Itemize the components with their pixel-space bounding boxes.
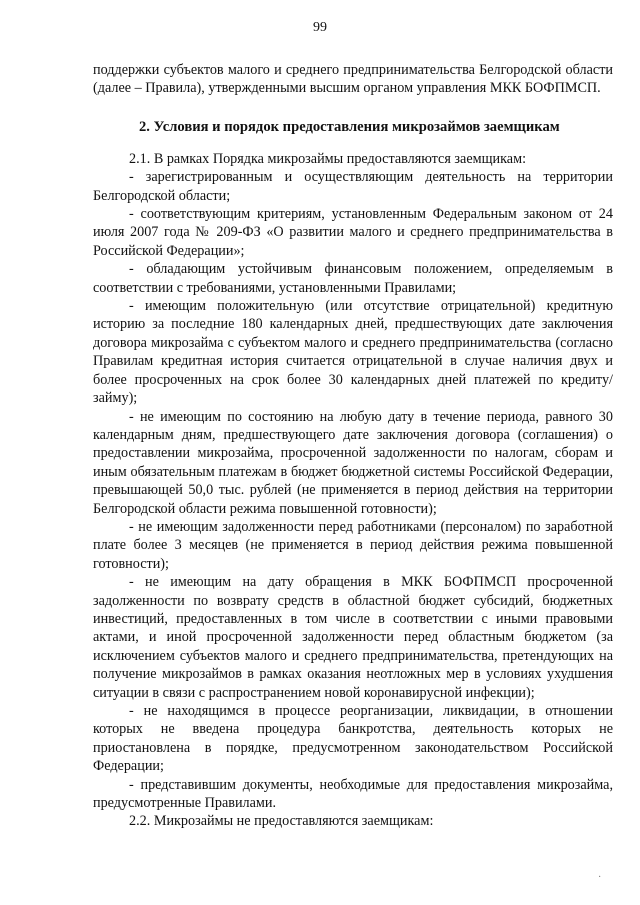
clause-2-2: 2.2. Микрозаймы не предоставляются заемщикам: xyxy=(129,813,434,830)
intro-paragraph: поддержки субъектов малого и среднего предпринимательства Белгородской области (далее – Правила), утвержденными высшим органом управления МКК БОФПМСП. xyxy=(93,62,613,97)
list-item-criteria: - соответствующим критериям, установленным Федеральным законом от 24 июля 2007 года № 209-ФЗ «О развитии малого и среднего предпринимательства в Российской Федерации»; xyxy=(93,206,613,259)
scan-speck: · xyxy=(598,872,602,883)
list-item-registered: - зарегистрированным и осуществляющим деятельность на территории Белгородской области; xyxy=(93,169,613,204)
page-number: 99 xyxy=(313,20,327,35)
page-content xyxy=(93,61,613,831)
list-item-salary-debt: - не имеющим задолженности перед работниками (персоналом) по заработной плате более 3 месяцев (не применяется в период действия режима повышенной готовности); xyxy=(93,518,613,572)
list-item-tax-debt: - не имеющим по состоянию на любую дату в течение периода, равного 30 календарным дням, предшествующего дате заключения договора (соглашения) о предоставлении микрозайма, просроченной задолженности по налогам, сборам и иным обязательным платежам в бюджет бюджетной системы Российской Федерации, превышающей 50,0 тыс. рублей (не применяется в период действия на территории Белгородской области режима повышенной готовности); xyxy=(93,408,613,517)
list-item-credit-history: - имеющим положительную (или отсутствие отрицательной) кредитную историю за последние 180 календарных дней, предшествующих дате заключения договора микрозайма с субъектом малого и среднего предпринимательства (согласно Правилам кредитная история считается отрицательной в случае наличия двух и более просроченных на срок более 30 календарных дней платежей по кредиту/займу); xyxy=(93,298,613,407)
section-heading: 2. Условия и порядок предоставления микрозаймов заемщикам xyxy=(139,118,560,135)
list-item-budget-debt: - не имеющим на дату обращения в МКК БОФПМСП просроченной задолженности по возврату средств в областной бюджет субсидий, бюджетных инвестиций, предоставленных в том числе в соответствии с иными правовыми актами, и иной просроченной задолженности перед областным бюджетом (за исключением субъектов малого и среднего предпринимательства, претендующих на получение микрозаймов в рамках оказания неотложных мер в условиях ухудшения ситуации в связи с распространением новой коронавирусной инфекции); xyxy=(93,574,613,701)
list-item-financial-position: - обладающим устойчивым финансовым положением, определяемым в соответствии с требованиями, установленными Правилами; xyxy=(93,261,613,296)
list-item-documents: - представившим документы, необходимые для предоставления микрозайма, предусмотренные Правилами. xyxy=(93,776,613,812)
list-item-reorganization: - не находящимся в процессе реорганизации, ликвидации, в отношении которых не введена процедура банкротства, деятельность которых не приостановлена в порядке, предусмотренном законодательством Российской Федерации; xyxy=(93,703,613,775)
clause-2-1: 2.1. В рамках Порядка микрозаймы предоставляются заемщикам: xyxy=(129,150,527,167)
